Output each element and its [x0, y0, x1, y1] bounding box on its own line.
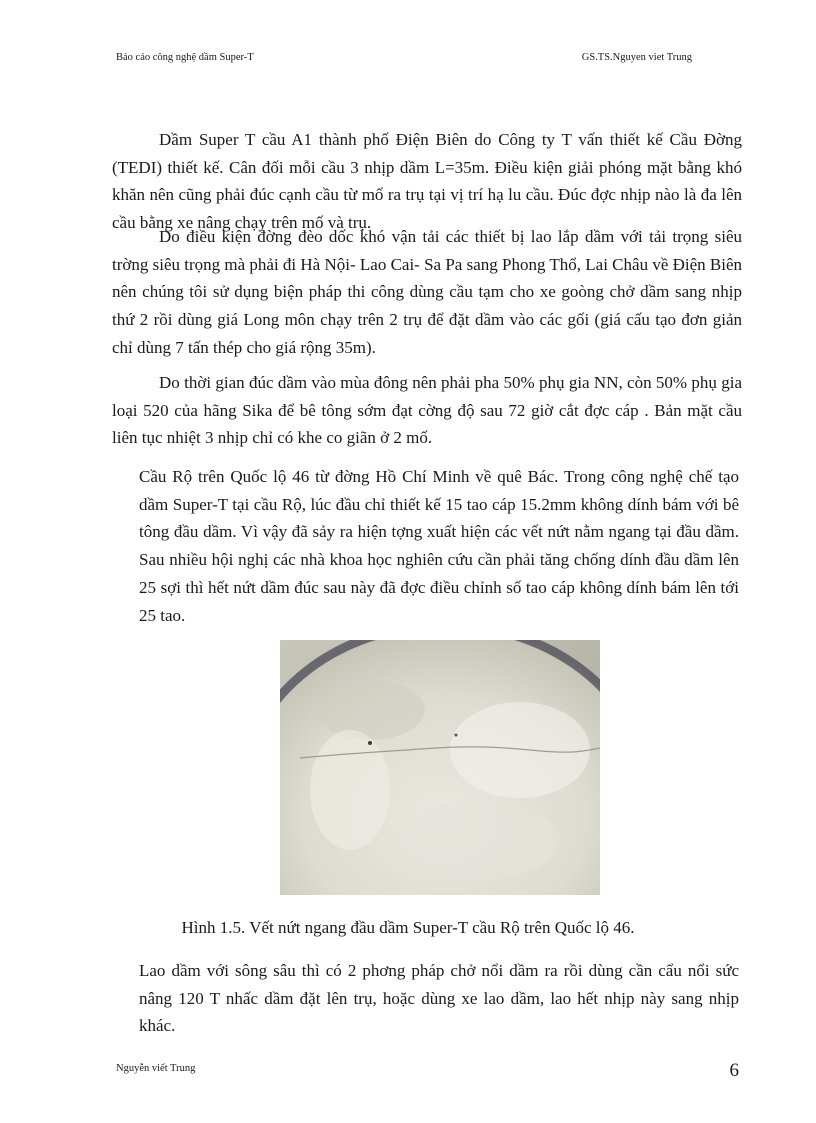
paragraph-transport-conditions: Do điều kiện đờng đèo dốc khó vận tải các thiết bị lao lắp dầm với tải trọng siêu trờng siêu trọng mà phải đi Hà Nội- Lao Cai- Sa Pa sang Phong Thổ, Lai Châu về Điện Biên nên chúng tôi sử dụng biện pháp thi công dùng cầu tạm cho xe goòng chở dầm sang nhịp thứ 2 rồi dùng giá Long môn chạy trên 2 trụ để đặt dầm vào các gối (giá cấu tạo đơn giản chỉ dùng 7 tấn thép cho giá rộng 35m). — [112, 227, 743, 357]
crack-photo-illustration — [280, 640, 600, 895]
figure-caption: Hình 1.5. Vết nứt ngang đầu dầm Super-T cầu Rộ trên Quốc lộ 46. — [181, 918, 635, 937]
footer-author: Nguyễn viết Trung — [116, 1063, 196, 1074]
paragraph-launching: Lao dầm với sông sâu thì có 2 phơng pháp chở nổi dầm ra rồi dùng cần cẩu nổi sức nâng 120 T nhấc dầm đặt lên trụ, hoặc dùng xe lao dầm, lao hết nhịp này sang nhịp khác. — [139, 961, 739, 1036]
crack-photo — [280, 640, 600, 895]
paragraph-ro-bridge: Cầu Rộ trên Quốc lộ 46 từ đờng Hồ Chí Minh về quê Bác. Trong công nghệ chế tạo dầm Super-T tại cầu Rộ, lúc đầu chỉ thiết kế 15 tao cáp 15.2mm không dính bám với bê tông đầu dầm. Vì vậy đã sảy ra hiện tợng xuất hiện các vết nứt nằm ngang tại đầu dầm. Sau nhiều hội nghị các nhà khoa học nghiên cứu cần phải tăng chống dính đầu dầm lên 25 sợi thì hết nứt dầm đúc sau này đã đợc điều chỉnh số tao cáp không dính bám lên tới 25 tao. — [139, 467, 739, 625]
paragraph-winter-casting: Do thời gian đúc dầm vào mùa đông nên phải pha 50% phụ gia NN, còn 50% phụ gia loại 520 của hãng Sika để bê tông sớm đạt cờng độ sau 72 giờ cắt đợc cáp . Bản mặt cầu liên tục nhiệt 3 nhịp chỉ có khe co giãn ở 2 mố. — [112, 373, 742, 448]
page-number: 6 — [729, 1060, 739, 1081]
header-report-title: Báo cáo công nghệ dầm Super-T — [116, 52, 254, 63]
page-header — [116, 52, 692, 68]
header-author: GS.TS.Nguyen viet Trung — [581, 52, 692, 63]
paragraph-a1-bridge: Dầm Super T cầu A1 thành phố Điện Biên do Công ty T vấn thiết kế Cầu Đờng (TEDI) thiết kế. Cân đối mỗi cầu 3 nhịp dầm L=35m. Điều kiện giải phóng mặt bằng khó khăn nên cũng phải đúc cạnh cầu từ mố ra trụ tại vị trí hạ lu cầu. Đúc đợc nhịp nào là đa lên cầu bằng xe nâng chạy trên mố và trụ. — [112, 130, 742, 233]
